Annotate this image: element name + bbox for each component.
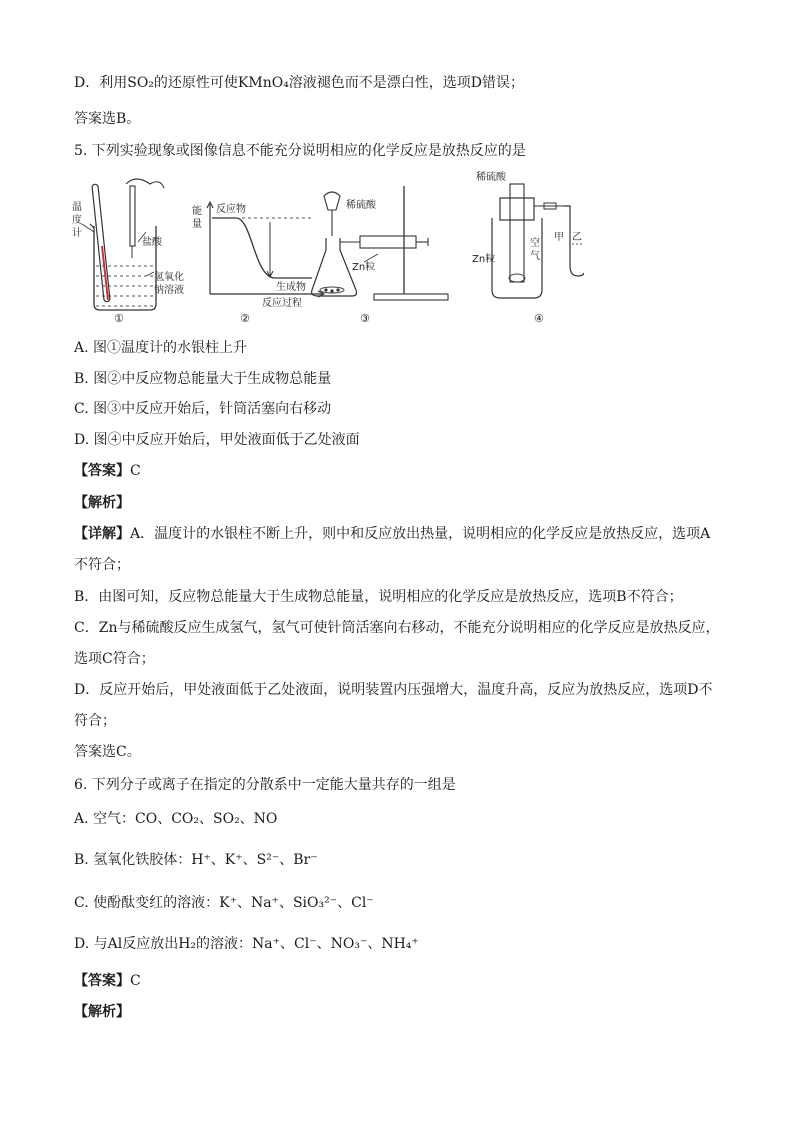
figure-4-label: 气 [530, 251, 540, 262]
figure-4-label: 甲 [554, 232, 564, 243]
option-c: C. 图③中反应开始后，针筒活塞向右移动 [74, 401, 332, 417]
figure-1-label: 度 [72, 215, 82, 226]
option-c: C. 使酚酞变红的溶液：K⁺、Na⁺、SiO₃²⁻、Cl⁻ [74, 895, 374, 911]
answer-label: 【答案】 [74, 463, 130, 479]
figure-2-label: 反应过程 [262, 298, 302, 309]
answer-value: C [130, 973, 141, 989]
text-line: 答案选B。 [74, 111, 141, 127]
question-5-stem: 5. 下列实验现象或图像信息不能充分说明相应的化学反应是放热反应的是 [74, 143, 526, 159]
answer-summary: 答案选C。 [74, 744, 141, 760]
figure-3-label: Zn粒 [352, 262, 376, 273]
question-5-figures [64, 166, 584, 328]
detail-line: 选项C符合； [74, 651, 155, 667]
figure-4-label: 稀硫酸 [476, 172, 506, 183]
figure-4-label: Zn粒 [472, 254, 496, 265]
answer-line [74, 461, 734, 481]
answer-label: 【答案】 [74, 973, 130, 989]
detail-line: B．由图可知，反应物总能量大于生成物总能量，说明相应的化学反应是放热反应，选项B不符合； [74, 589, 683, 605]
option-a: A. 图①温度计的水银柱上升 [74, 340, 248, 356]
figure-3-flask-syringe [312, 186, 448, 300]
option-a: A. 空气：CO、CO₂、SO₂、NO [74, 811, 278, 827]
answer-line [74, 971, 734, 991]
figure-4-label: 乙 [572, 232, 582, 243]
figure-2-energy-diagram [207, 202, 324, 297]
option-d: D. 与Al反应放出H₂的溶液：Na⁺、Cl⁻、NO₃⁻、NH₄⁺ [74, 936, 419, 952]
figure-2-label: 能 [192, 206, 202, 217]
option-d: D. 图④中反应开始后，甲处液面低于乙处液面 [74, 432, 360, 448]
figure-3-label: 稀硫酸 [346, 200, 376, 211]
figure-1-label: 盐酸 [142, 237, 162, 248]
figure-3-number: ③ [360, 312, 370, 325]
figure-1-number: ① [114, 312, 124, 325]
detail-line: D．反应开始后，甲处液面低于乙处液面，说明装置内压强增大，温度升高，反应为放热反应，选项D不 [74, 682, 713, 698]
detail-line [74, 524, 734, 544]
question-6-stem: 6. 下列分子或离子在指定的分散系中一定能大量共存的一组是 [74, 777, 456, 793]
detail-text: A．温度计的水银柱不断上升，则中和反应放出热量，说明相应的化学反应是放热反应，选项A [130, 526, 711, 542]
analysis-label: 【解析】 [74, 495, 130, 511]
figure-2-label: 反应物 [216, 204, 246, 215]
figure-4-number: ④ [534, 312, 544, 325]
option-b: B. 图②中反应物总能量大于生成物总能量 [74, 371, 332, 387]
figure-2-label: 生成物 [276, 282, 306, 293]
figure-1-label: 钠溶液 [154, 285, 184, 296]
detail-line: C．Zn与稀硫酸反应生成氢气，氢气可使针筒活塞向右移动，不能充分说明相应的化学反应是放热反应， [74, 620, 720, 636]
detail-line: 符合； [74, 713, 116, 729]
figure-1-label: 计 [72, 228, 82, 239]
detail-line: 不符合； [74, 557, 130, 573]
figure-1-label: 温 [72, 202, 82, 213]
detail-label: 【详解】 [74, 526, 130, 542]
figure-2-number: ② [240, 312, 250, 325]
text-line: D．利用SO₂的还原性可使KMnO₄溶液褪色而不是漂白性，选项D错误； [74, 75, 525, 91]
analysis-label: 【解析】 [74, 1004, 130, 1020]
option-b: B. 氢氧化铁胶体：H⁺、K⁺、S²⁻、Br⁻ [74, 852, 318, 868]
figure-2-label: 量 [192, 219, 202, 230]
figure-1-label: 氢氧化 [154, 272, 184, 283]
figure-4-label: 空 [530, 238, 540, 249]
answer-value: C [130, 463, 141, 479]
